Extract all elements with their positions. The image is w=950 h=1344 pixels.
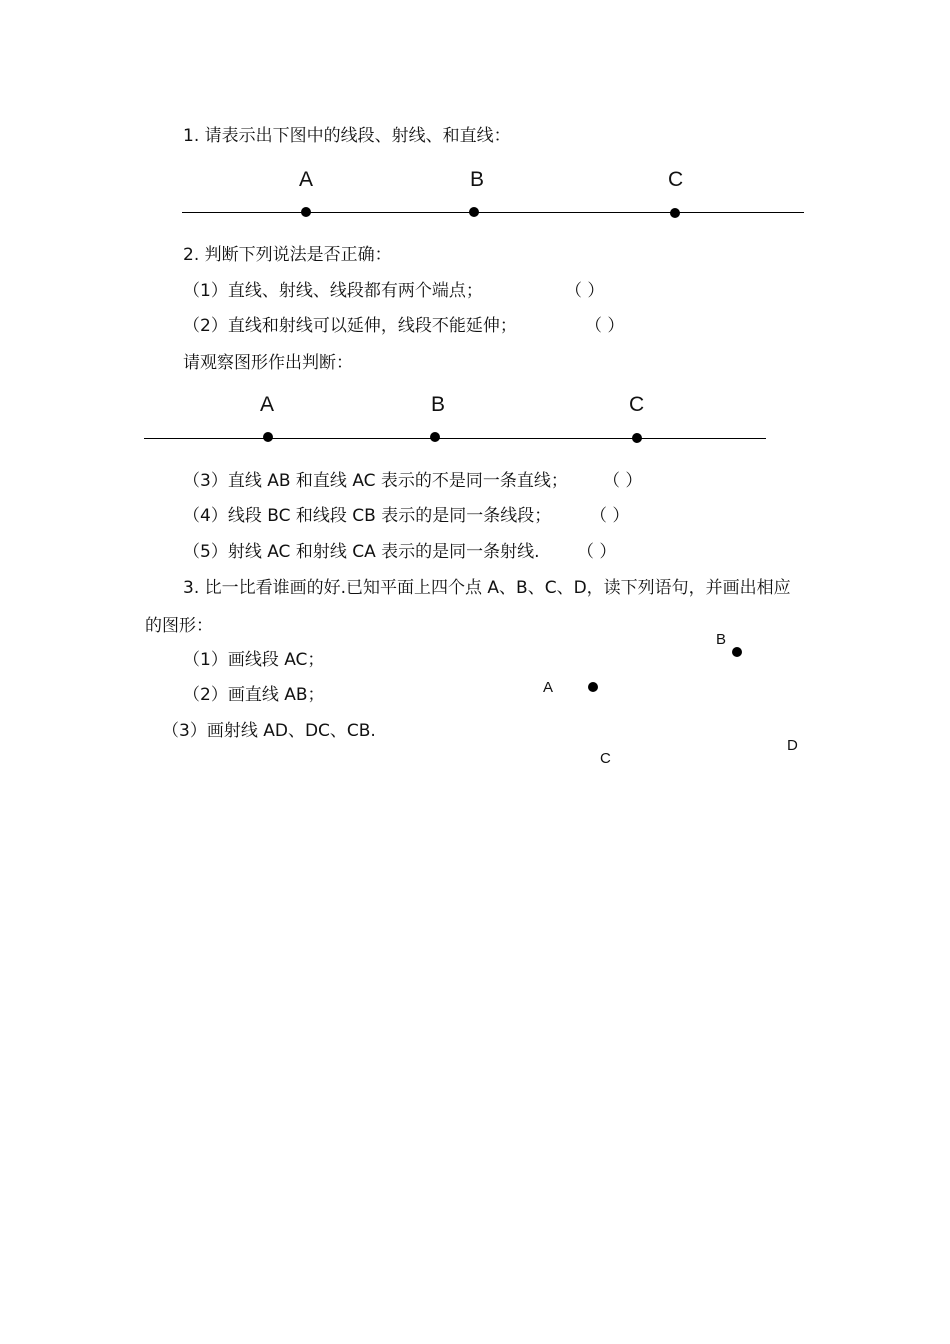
q2-item-3: （3）直线 AB 和直线 AC 表示的不是同一条直线； — [183, 471, 568, 491]
q2-item-5-answer-bracket[interactable]: （ ） — [577, 542, 617, 562]
q1-point-c — [670, 208, 680, 218]
q3-item-2: （2）画直线 AB； — [183, 685, 325, 705]
q2-item-4: （4）线段 BC 和线段 CB 表示的是同一条线段； — [183, 506, 552, 526]
q2-item-2: （2）直线和射线可以延伸，线段不能延伸； — [183, 316, 517, 336]
q3-point-label-b: B — [716, 631, 727, 648]
q3-point-label-c: C — [600, 750, 611, 767]
q1-point-label-a: A — [299, 168, 314, 191]
q3-title-line-1: 3. 比一比看谁画的好.已知平面上四个点 A、B、C、D，读下列语句，并画出相应 — [183, 578, 791, 598]
q3-title-line-2: 的图形： — [145, 616, 213, 636]
q2-point-label-b: B — [431, 393, 446, 416]
q2-item-4-answer-bracket[interactable]: （ ） — [590, 506, 630, 526]
q1-title: 1. 请表示出下图中的线段、射线、和直线： — [183, 126, 511, 146]
q2-item-1: （1）直线、射线、线段都有两个端点； — [183, 281, 483, 301]
q2-observe-instruction: 请观察图形作出判断： — [183, 353, 353, 373]
q3-point-b — [732, 647, 742, 657]
q2-point-a — [263, 432, 273, 442]
q1-point-b — [469, 207, 479, 217]
q1-point-a — [301, 207, 311, 217]
q2-point-b — [430, 432, 440, 442]
q3-point-label-a: A — [543, 679, 554, 696]
q1-point-label-c: C — [668, 168, 684, 191]
q2-point-c — [632, 433, 642, 443]
q2-item-3-answer-bracket[interactable]: （ ） — [603, 471, 643, 491]
q3-item-1: （1）画线段 AC； — [183, 650, 325, 670]
q1-point-label-b: B — [470, 168, 485, 191]
q2-title: 2. 判断下列说法是否正确： — [183, 245, 392, 265]
q1-line — [182, 212, 804, 213]
q2-item-1-answer-bracket[interactable]: （ ） — [565, 281, 605, 301]
q2-item-2-answer-bracket[interactable]: （ ） — [585, 316, 625, 336]
q3-point-a — [588, 682, 598, 692]
q3-item-3: （3）画射线 AD、DC、CB. — [162, 721, 376, 741]
q2-line — [144, 438, 766, 439]
q3-point-label-d: D — [787, 737, 798, 754]
q2-point-label-c: C — [629, 393, 645, 416]
q2-point-label-a: A — [260, 393, 275, 416]
q2-item-5: （5）射线 AC 和射线 CA 表示的是同一条射线. — [183, 542, 540, 562]
